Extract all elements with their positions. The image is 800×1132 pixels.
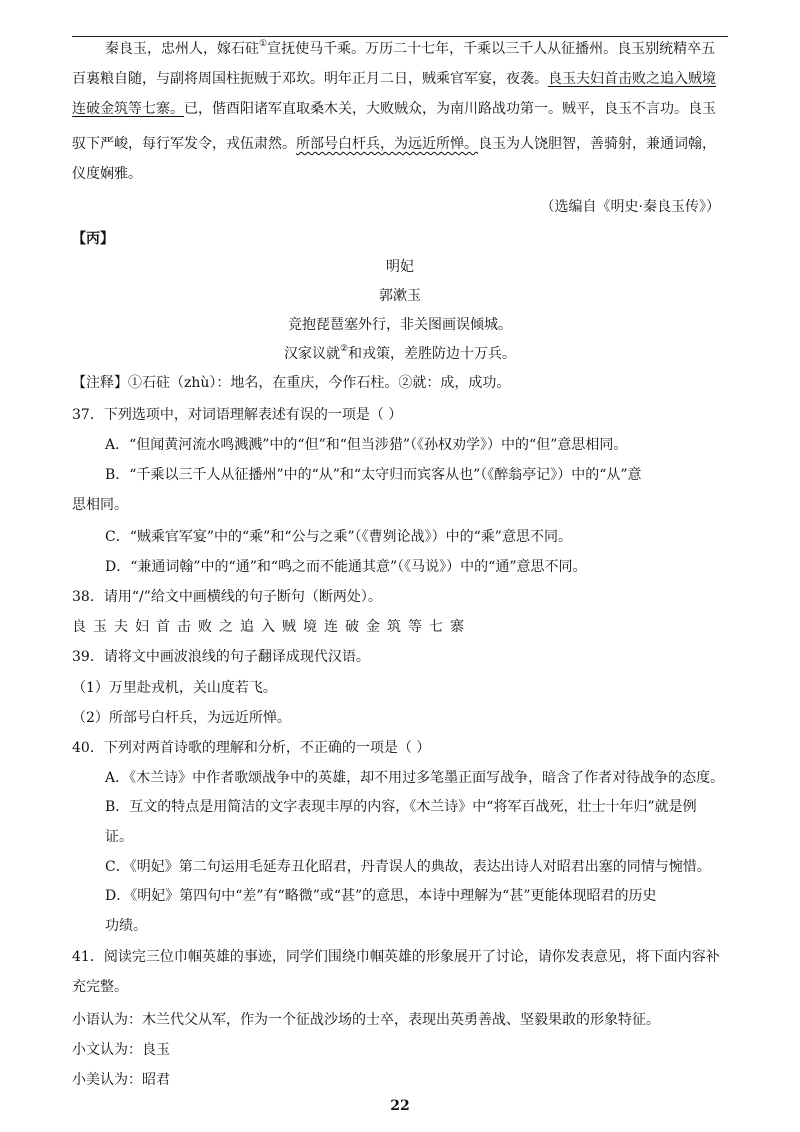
section-heading: 【丙】 bbox=[72, 231, 114, 247]
poem-title: 明妃 bbox=[386, 259, 414, 275]
option-a: A．“但闻黄河流水鸣溅溅”中的“但”和“但当涉猎”（《孙权劝学》）中的“但”意思相同。 bbox=[105, 437, 628, 453]
passage-line: 驭下严峻，每行军发令，戎伍肃然。所部号白杆兵，为远近所惮。良玉为人饶胆智，善骑射，兼通词翰， bbox=[72, 136, 716, 152]
question-39-item: （1）万里赴戎机，关山度若飞。 bbox=[72, 680, 277, 696]
passage-line: 百裏粮自随，与副将周国柱扼贼于邓坎。明年正月二日，贼乘官军宴，夜袭。良玉夫妇首击败之追入贼境 bbox=[72, 71, 716, 87]
option-d: D．《明妃》第四句中“差”有“略微”或“甚”的意思，本诗中理解为“甚”更能体现昭君的历史 bbox=[105, 888, 657, 904]
option-c: C．《明妃》第二句运用毛延寿丑化昭君，丹青误人的典故，表达出诗人对昭君出塞的同情与惋惜。 bbox=[105, 859, 711, 875]
page-number: 22 bbox=[390, 1098, 410, 1114]
question-41-stem: 41．阅读完三位巾帼英雄的事迹，同学们围绕巾帼英雄的形象展开了讨论，请你发表意见，将下面内容补 bbox=[72, 949, 720, 965]
top-rule bbox=[72, 36, 728, 37]
question-41-stem-cont: 充完整。 bbox=[72, 979, 128, 995]
passage-line: 连破金筑等七寨。已，偕酉阳诸军直取桑木关，大败贼众，为南川路战功第一。贼平，良玉不言功。良玉 bbox=[72, 101, 716, 117]
poem-author: 郭漱玉 bbox=[379, 288, 421, 304]
option-b: B．互文的特点是用简洁的文字表现丰厚的内容，《木兰诗》中“将军百战死，壮士十年归”就是例 bbox=[105, 799, 697, 815]
question-39-item: （2）所部号白杆兵，为远近所惮。 bbox=[72, 710, 291, 726]
wavy-underlined-sentence: 所部号白杆兵，为远近所惮。 bbox=[296, 136, 478, 152]
annotation: 【注释】①石砫（zhù）：地名，在重庆，今作石柱。②就：成，成功。 bbox=[72, 375, 511, 391]
option-a: A．《木兰诗》中作者歌颂战争中的英雄，却不用过多笔墨正面写战争，暗含了作者对待战争的态度。 bbox=[105, 770, 725, 786]
student-opinion: 小美认为：昭君 bbox=[72, 1072, 170, 1088]
question-38-stem: 38．请用“/”给文中画横线的句子断句（断两处）。 bbox=[72, 589, 382, 605]
poem-line: 竞抱琵琶塞外行，非关图画误倾城。 bbox=[288, 317, 512, 333]
option-c: C．“贼乘官军宴”中的“乘”和“公与之乘”（《曹刿论战》）中的“乘”意思不同。 bbox=[105, 529, 572, 545]
student-opinion: 小文认为：良玉 bbox=[72, 1042, 170, 1058]
passage-line: 仪度娴雅。 bbox=[72, 166, 142, 182]
question-39-stem: 39．请将文中画波浪线的句子翻译成现代汉语。 bbox=[72, 649, 370, 665]
question-38-sentence: 良玉夫妇首击败之追入贼境连破金筑等七寨 bbox=[72, 619, 471, 635]
student-opinion: 小语认为：木兰代父从军，作为一个征战沙场的士卒，表现出英勇善战、坚毅果敢的形象特征。 bbox=[72, 1012, 660, 1028]
underlined-sentence: 良玉夫妇首击败之追入贼境 bbox=[548, 71, 716, 87]
option-b: B．“千乘以三千人从征播州”中的“从”和“太守归而宾客从也”（《醉翁亭记》）中的“从”意 bbox=[105, 467, 642, 483]
source-citation: （选编自《明史·秦良玉传》） bbox=[540, 199, 720, 215]
option-d: D．“兼通词翰”中的“通”和“鸣之而不能通其意”（《马说》）中的“通”意思不同。 bbox=[105, 559, 587, 575]
option-b-cont: 思相同。 bbox=[72, 497, 128, 513]
passage-line: 秦良玉，忠州人，嫁石砫①宣抚使马千乘。万历二十七年，千乘以三千人从征播州。良玉别统精卒五 bbox=[105, 39, 716, 57]
poem-line: 汉家议就②和戎策，差胜防边十万兵。 bbox=[283, 344, 517, 362]
question-37-stem: 37．下列选项中，对词语理解表述有误的一项是（ ） bbox=[72, 407, 403, 423]
question-40-stem: 40．下列对两首诗歌的理解和分析，不正确的一项是（ ） bbox=[72, 740, 431, 756]
option-b-cont: 证。 bbox=[105, 829, 133, 845]
underlined-sentence: 连破金筑等七寨。 bbox=[72, 101, 184, 117]
option-d-cont: 功绩。 bbox=[105, 918, 147, 934]
